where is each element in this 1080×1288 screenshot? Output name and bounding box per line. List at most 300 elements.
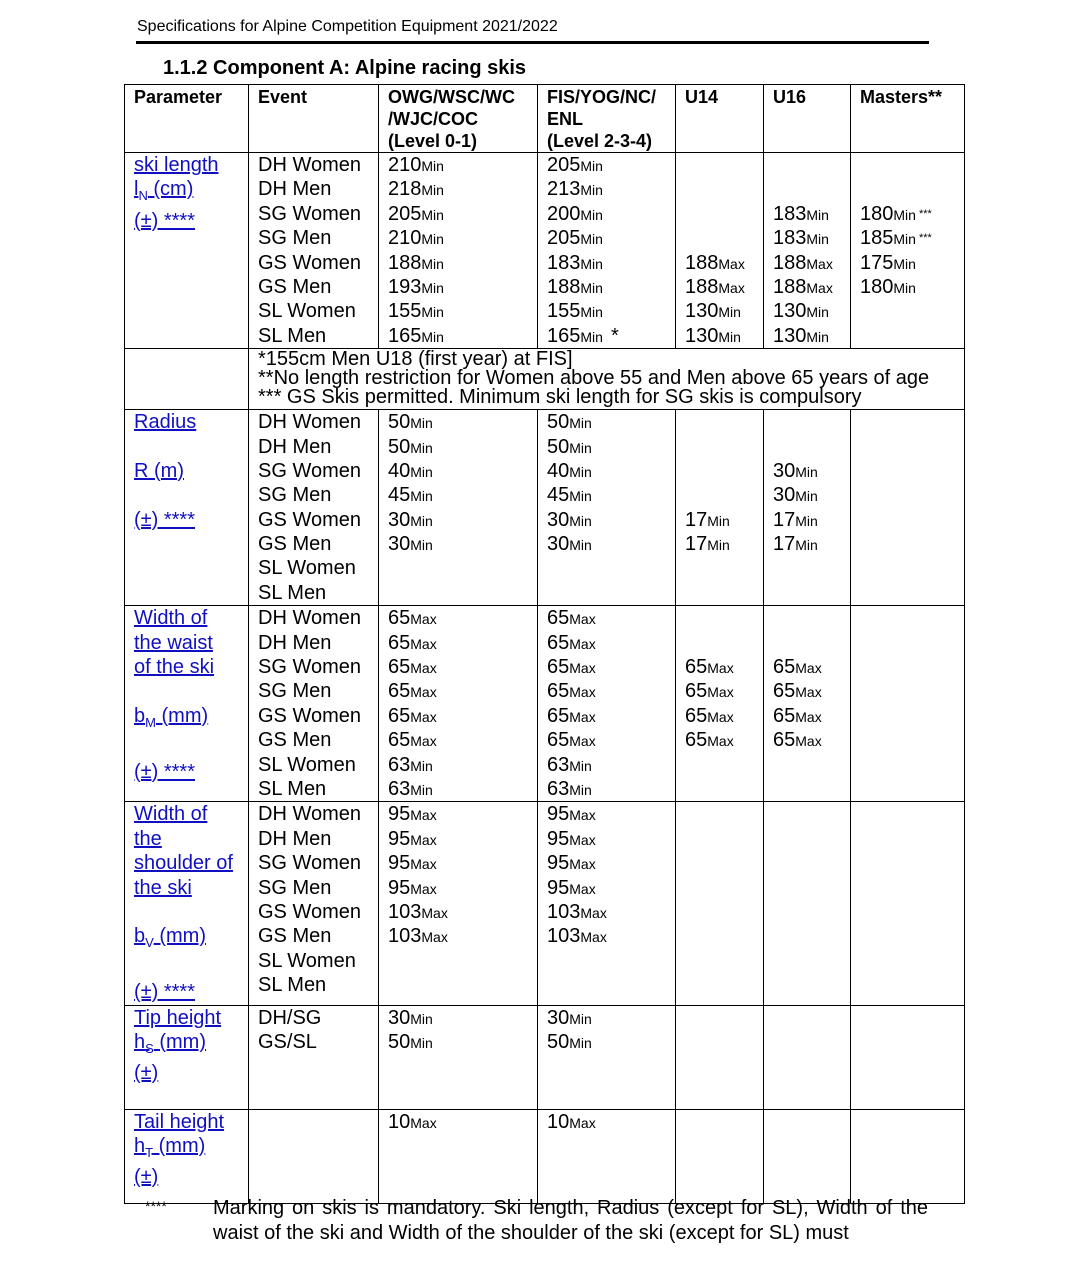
value-line — [860, 949, 964, 973]
value-number: 95 — [388, 827, 411, 850]
value-qualifier: Min — [410, 1010, 433, 1027]
value-line — [860, 275, 964, 299]
value-line — [547, 532, 675, 556]
value-qualifier: Max — [569, 831, 596, 848]
value-line — [547, 753, 675, 777]
value-line — [388, 324, 537, 348]
value-line — [773, 728, 850, 752]
param-symbol-subscript: N — [138, 188, 148, 204]
value-qualifier: Max — [795, 733, 822, 750]
value-line — [860, 581, 964, 605]
value-line — [685, 949, 763, 973]
param-line: (±) **** — [134, 209, 195, 232]
value-line — [547, 802, 675, 826]
value-line — [547, 728, 675, 752]
owg-cell — [379, 153, 538, 349]
value-number: 188 — [547, 275, 581, 298]
value-qualifier: Min — [569, 512, 592, 529]
value-qualifier: Max — [569, 635, 596, 652]
value-qualifier: Min — [421, 255, 444, 272]
value-footnote-mark: *** — [918, 232, 932, 245]
value-line — [773, 949, 850, 973]
value-number: 180 — [860, 275, 894, 298]
u14-cell — [676, 1005, 764, 1109]
value-qualifier: Max — [410, 684, 437, 701]
value-line — [388, 275, 537, 299]
value-line — [860, 679, 964, 703]
value-qualifier: Min — [410, 512, 433, 529]
value-line — [860, 924, 964, 948]
param-symbol-line: $b_V$ (mm) — [134, 925, 206, 951]
value-line — [388, 1110, 537, 1134]
value-line — [860, 226, 964, 250]
ski-length-notes — [249, 349, 965, 410]
value-line — [860, 606, 964, 630]
value-line — [547, 275, 675, 299]
value-line — [547, 827, 675, 851]
value-qualifier: Max — [410, 856, 437, 873]
event-label: DH Men — [258, 178, 332, 201]
param-link[interactable] — [134, 1006, 248, 1086]
col-header-fis-line: ENL — [547, 109, 583, 129]
value-qualifier: Max — [580, 929, 607, 946]
value-line — [685, 177, 763, 201]
param-cell — [125, 606, 249, 802]
param-line — [134, 956, 248, 980]
event-cell — [249, 1109, 379, 1203]
value-line — [773, 900, 850, 924]
param-line — [134, 679, 248, 703]
value-number: 205 — [547, 154, 581, 176]
param-link[interactable] — [134, 802, 248, 1004]
value-line — [685, 459, 763, 483]
u14-cell — [676, 802, 764, 1005]
value-qualifier: Max — [707, 660, 734, 677]
owg-cell — [379, 1109, 538, 1203]
value-qualifier: Min — [580, 231, 603, 248]
value-line — [773, 153, 850, 177]
value-qualifier: Min — [707, 512, 730, 529]
value-number: 65 — [773, 704, 796, 727]
value-line — [547, 655, 675, 679]
value-line — [547, 606, 675, 630]
value-number: 213 — [547, 178, 581, 201]
value-line — [860, 153, 964, 177]
value-line — [773, 177, 850, 201]
value-line — [773, 483, 850, 507]
value-line — [685, 226, 763, 250]
value-number: 188 — [773, 251, 807, 274]
value-line — [860, 777, 964, 801]
masters-cell — [851, 802, 965, 1005]
value-number: 205 — [547, 227, 581, 250]
value-line — [773, 532, 850, 556]
param-line: Radius — [134, 411, 197, 434]
value-line — [547, 508, 675, 532]
value-line — [388, 949, 537, 973]
value-line — [773, 202, 850, 226]
value-qualifier: Min — [569, 1010, 592, 1027]
event-label: DH Women — [258, 154, 361, 176]
value-qualifier: Max — [421, 904, 448, 921]
value-qualifier: Max — [569, 660, 596, 677]
value-footnote-mark: * — [610, 324, 619, 347]
value-line — [388, 483, 537, 507]
value-number: 183 — [773, 202, 807, 225]
value-line — [388, 655, 537, 679]
value-line — [547, 459, 675, 483]
document-header-title: Specifications for Alpine Competition Equipment 2021/2022 — [137, 18, 558, 35]
value-number: 165 — [388, 324, 422, 347]
value-line — [547, 483, 675, 507]
value-number: 63 — [388, 753, 411, 776]
param-link[interactable] — [134, 606, 248, 784]
value-line — [685, 728, 763, 752]
param-line: the waist — [134, 631, 213, 654]
col-header-owg — [379, 85, 538, 153]
value-line — [388, 556, 537, 580]
param-line — [134, 900, 248, 924]
value-number: 193 — [388, 275, 422, 298]
value-number: 155 — [547, 300, 581, 323]
value-number: 17 — [773, 508, 796, 531]
value-number: 50 — [388, 1030, 411, 1053]
value-qualifier: Min — [795, 512, 818, 529]
value-line — [860, 802, 964, 826]
value-number: 183 — [547, 251, 581, 274]
value-qualifier: Max — [410, 611, 437, 628]
param-line: the — [134, 827, 162, 850]
value-line — [388, 973, 537, 997]
param-link[interactable] — [134, 153, 248, 233]
value-qualifier: Max — [410, 708, 437, 725]
value-number: 65 — [388, 704, 411, 727]
event-label: GS Men — [258, 533, 332, 556]
value-line — [547, 324, 675, 348]
value-line — [685, 251, 763, 275]
value-line — [685, 704, 763, 728]
param-symbol-line: $h_S$ (mm) — [134, 1031, 206, 1056]
value-qualifier: Max — [707, 708, 734, 725]
param-line: the ski — [134, 876, 192, 899]
value-line — [547, 949, 675, 973]
value-qualifier: Max — [795, 660, 822, 677]
value-qualifier: Min — [795, 537, 818, 554]
col-header-fis-line: FIS/YOG/NC/ — [547, 87, 657, 107]
notes-blank-cell — [125, 349, 249, 410]
value-line — [773, 924, 850, 948]
value-line — [860, 299, 964, 323]
param-link[interactable] — [134, 410, 248, 532]
col-header-owg-line: (Level 0-1) — [388, 131, 478, 151]
value-footnote-mark: *** — [918, 207, 932, 220]
event-label: SG Women — [258, 656, 361, 679]
value-line — [685, 299, 763, 323]
value-number: 65 — [547, 656, 570, 679]
param-line — [134, 435, 248, 459]
value-line — [685, 827, 763, 851]
value-number: 103 — [388, 900, 422, 923]
fis-cell — [538, 606, 676, 802]
value-number: 210 — [388, 227, 422, 250]
value-qualifier: Min — [410, 463, 433, 480]
value-number: 40 — [547, 459, 570, 482]
value-line — [388, 704, 537, 728]
event-label: GS Men — [258, 925, 332, 948]
fis-cell — [538, 1005, 676, 1109]
value-number: 50 — [388, 435, 411, 458]
u14-cell — [676, 410, 764, 606]
value-number: 188 — [388, 251, 422, 274]
event-label: SG Women — [258, 202, 361, 225]
value-line — [388, 435, 537, 459]
value-line — [685, 679, 763, 703]
value-line — [547, 851, 675, 875]
value-line — [860, 483, 964, 507]
col-header-fis-line: (Level 2-3-4) — [547, 131, 653, 151]
footnote-mark: **** — [145, 1198, 167, 1214]
param-link[interactable] — [134, 1110, 248, 1190]
value-line — [773, 299, 850, 323]
value-line — [685, 631, 763, 655]
param-line: ski length — [134, 154, 219, 176]
owg-cell — [379, 1005, 538, 1109]
value-line — [547, 556, 675, 580]
value-number: 50 — [547, 411, 570, 434]
event-label: DH Women — [258, 607, 361, 630]
value-line — [388, 753, 537, 777]
owg-cell — [379, 606, 538, 802]
value-qualifier: Max — [421, 929, 448, 946]
value-qualifier: Min — [893, 279, 916, 296]
value-line — [773, 827, 850, 851]
value-line — [547, 435, 675, 459]
value-number: 130 — [773, 324, 807, 347]
param-symbol-subscript: M — [145, 714, 156, 730]
value-line — [860, 410, 964, 434]
value-line — [860, 459, 964, 483]
value-line — [860, 202, 964, 226]
value-qualifier: Min — [421, 206, 444, 223]
value-line — [773, 679, 850, 703]
masters-cell — [851, 1005, 965, 1109]
value-qualifier: Min — [569, 488, 592, 505]
value-number: 130 — [685, 324, 719, 347]
value-qualifier: Min — [410, 537, 433, 554]
value-number: 30 — [388, 533, 411, 556]
value-line — [547, 900, 675, 924]
value-number: 65 — [685, 704, 708, 727]
value-qualifier: Min — [410, 1034, 433, 1051]
value-number: 45 — [547, 484, 570, 507]
value-line — [388, 202, 537, 226]
value-qualifier: Max — [569, 1114, 596, 1131]
u16-cell — [764, 153, 851, 349]
fis-cell — [538, 802, 676, 1005]
value-line — [773, 581, 850, 605]
value-line — [685, 924, 763, 948]
value-line — [388, 226, 537, 250]
masters-cell — [851, 606, 965, 802]
value-number: 95 — [388, 852, 411, 875]
value-number: 103 — [547, 900, 581, 923]
value-qualifier: Max — [569, 807, 596, 824]
value-number: 65 — [388, 680, 411, 703]
value-number: 30 — [388, 1006, 411, 1029]
value-line — [547, 410, 675, 434]
value-line — [685, 753, 763, 777]
value-number: 180 — [860, 202, 894, 225]
value-line — [685, 777, 763, 801]
value-line — [388, 679, 537, 703]
value-qualifier: Max — [410, 635, 437, 652]
value-number: 65 — [547, 631, 570, 654]
value-number: 65 — [773, 729, 796, 752]
value-qualifier: Min — [569, 781, 592, 798]
event-label: GS Women — [258, 251, 361, 274]
col-header-masters: Masters** — [851, 85, 965, 153]
value-number: 210 — [388, 154, 422, 176]
value-number: 50 — [388, 411, 411, 434]
param-cell — [125, 410, 249, 606]
value-qualifier: Min — [795, 463, 818, 480]
value-line — [547, 1030, 675, 1054]
value-qualifier: Min — [795, 488, 818, 505]
masters-cell — [851, 153, 965, 349]
note-line: **No length restriction for Women above 55 and Men above 65 years of age — [258, 367, 930, 390]
value-number: 63 — [547, 753, 570, 776]
value-number: 183 — [773, 227, 807, 250]
u14-cell — [676, 153, 764, 349]
value-line — [388, 153, 537, 177]
event-label: SL Men — [258, 581, 327, 604]
value-number: 10 — [547, 1110, 570, 1133]
event-label: SG Women — [258, 459, 361, 482]
u14-cell — [676, 606, 764, 802]
value-qualifier: Min — [893, 206, 916, 223]
value-line — [685, 153, 763, 177]
value-line — [388, 299, 537, 323]
value-line — [685, 508, 763, 532]
value-qualifier: Max — [569, 684, 596, 701]
value-number: 65 — [388, 729, 411, 752]
param-line: Width of — [134, 803, 208, 826]
value-number: 65 — [685, 729, 708, 752]
value-line — [388, 581, 537, 605]
event-label: SL Women — [258, 949, 356, 972]
value-line — [547, 1110, 675, 1134]
value-line — [685, 851, 763, 875]
value-qualifier: Min — [580, 158, 603, 174]
value-line — [547, 876, 675, 900]
value-line — [860, 177, 964, 201]
footnote-text: Marking on skis is mandatory. Ski length, Radius (except for SL), Width of the waist of the ski and Width of the shoulder of the ski (except for SL) must — [213, 1197, 928, 1244]
value-line — [388, 851, 537, 875]
value-number: 17 — [685, 508, 708, 531]
value-qualifier: Max — [806, 279, 833, 296]
value-line — [547, 973, 675, 997]
event-cell — [249, 606, 379, 802]
value-number: 65 — [547, 607, 570, 630]
value-line — [773, 802, 850, 826]
value-qualifier: Min — [410, 439, 433, 456]
col-header-parameter: Parameter — [125, 85, 249, 153]
value-qualifier: Min — [569, 439, 592, 456]
value-number: 30 — [547, 1006, 570, 1029]
value-qualifier: Max — [707, 733, 734, 750]
value-line — [685, 900, 763, 924]
value-line — [547, 679, 675, 703]
spec-row — [125, 410, 965, 606]
value-number: 65 — [685, 656, 708, 679]
value-number: 65 — [685, 680, 708, 703]
value-line — [685, 435, 763, 459]
value-line — [547, 704, 675, 728]
value-qualifier: Min — [421, 279, 444, 296]
event-cell — [249, 410, 379, 606]
value-line — [860, 876, 964, 900]
note-line: *** GS Skis permitted. Minimum ski length for SG skis is compulsory — [258, 386, 862, 409]
event-label: DH/SG — [258, 1006, 322, 1029]
value-qualifier: Min — [569, 415, 592, 432]
value-line — [388, 532, 537, 556]
event-label: SG Men — [258, 227, 332, 250]
value-line — [547, 153, 675, 177]
value-number: 65 — [547, 704, 570, 727]
col-header-owg-line: /WJC/COC — [388, 109, 478, 129]
value-line — [388, 924, 537, 948]
masters-cell — [851, 410, 965, 606]
event-label: SL Women — [258, 753, 356, 776]
param-line — [134, 735, 248, 759]
value-qualifier: Max — [410, 807, 437, 824]
event-label: SL Men — [258, 324, 327, 347]
value-line — [773, 704, 850, 728]
value-line — [547, 581, 675, 605]
param-line: (±) **** — [134, 760, 195, 783]
value-line — [547, 924, 675, 948]
col-header-u16: U16 — [764, 85, 851, 153]
spec-row — [125, 802, 965, 1005]
value-line — [388, 802, 537, 826]
value-qualifier: Max — [707, 684, 734, 701]
value-number: 175 — [860, 251, 894, 274]
value-number: 185 — [860, 227, 894, 250]
u14-cell — [676, 1109, 764, 1203]
value-line — [860, 973, 964, 997]
event-cell — [249, 1005, 379, 1109]
ski-spec-table — [124, 84, 965, 1204]
value-number: 218 — [388, 178, 422, 201]
value-number: 30 — [547, 508, 570, 531]
value-qualifier: Max — [410, 831, 437, 848]
value-line — [685, 202, 763, 226]
event-label: SG Men — [258, 680, 332, 703]
value-qualifier: Min — [580, 328, 603, 345]
event-label: DH Women — [258, 803, 361, 826]
value-line — [388, 900, 537, 924]
header-rule — [136, 41, 929, 44]
param-cell — [125, 153, 249, 349]
value-line — [388, 508, 537, 532]
value-number: 30 — [388, 508, 411, 531]
value-line — [685, 410, 763, 434]
value-line — [547, 631, 675, 655]
value-qualifier: Min — [580, 182, 603, 199]
param-symbol-line: $l_N$ (cm) — [134, 178, 194, 204]
value-number: 65 — [547, 729, 570, 752]
value-line — [773, 459, 850, 483]
